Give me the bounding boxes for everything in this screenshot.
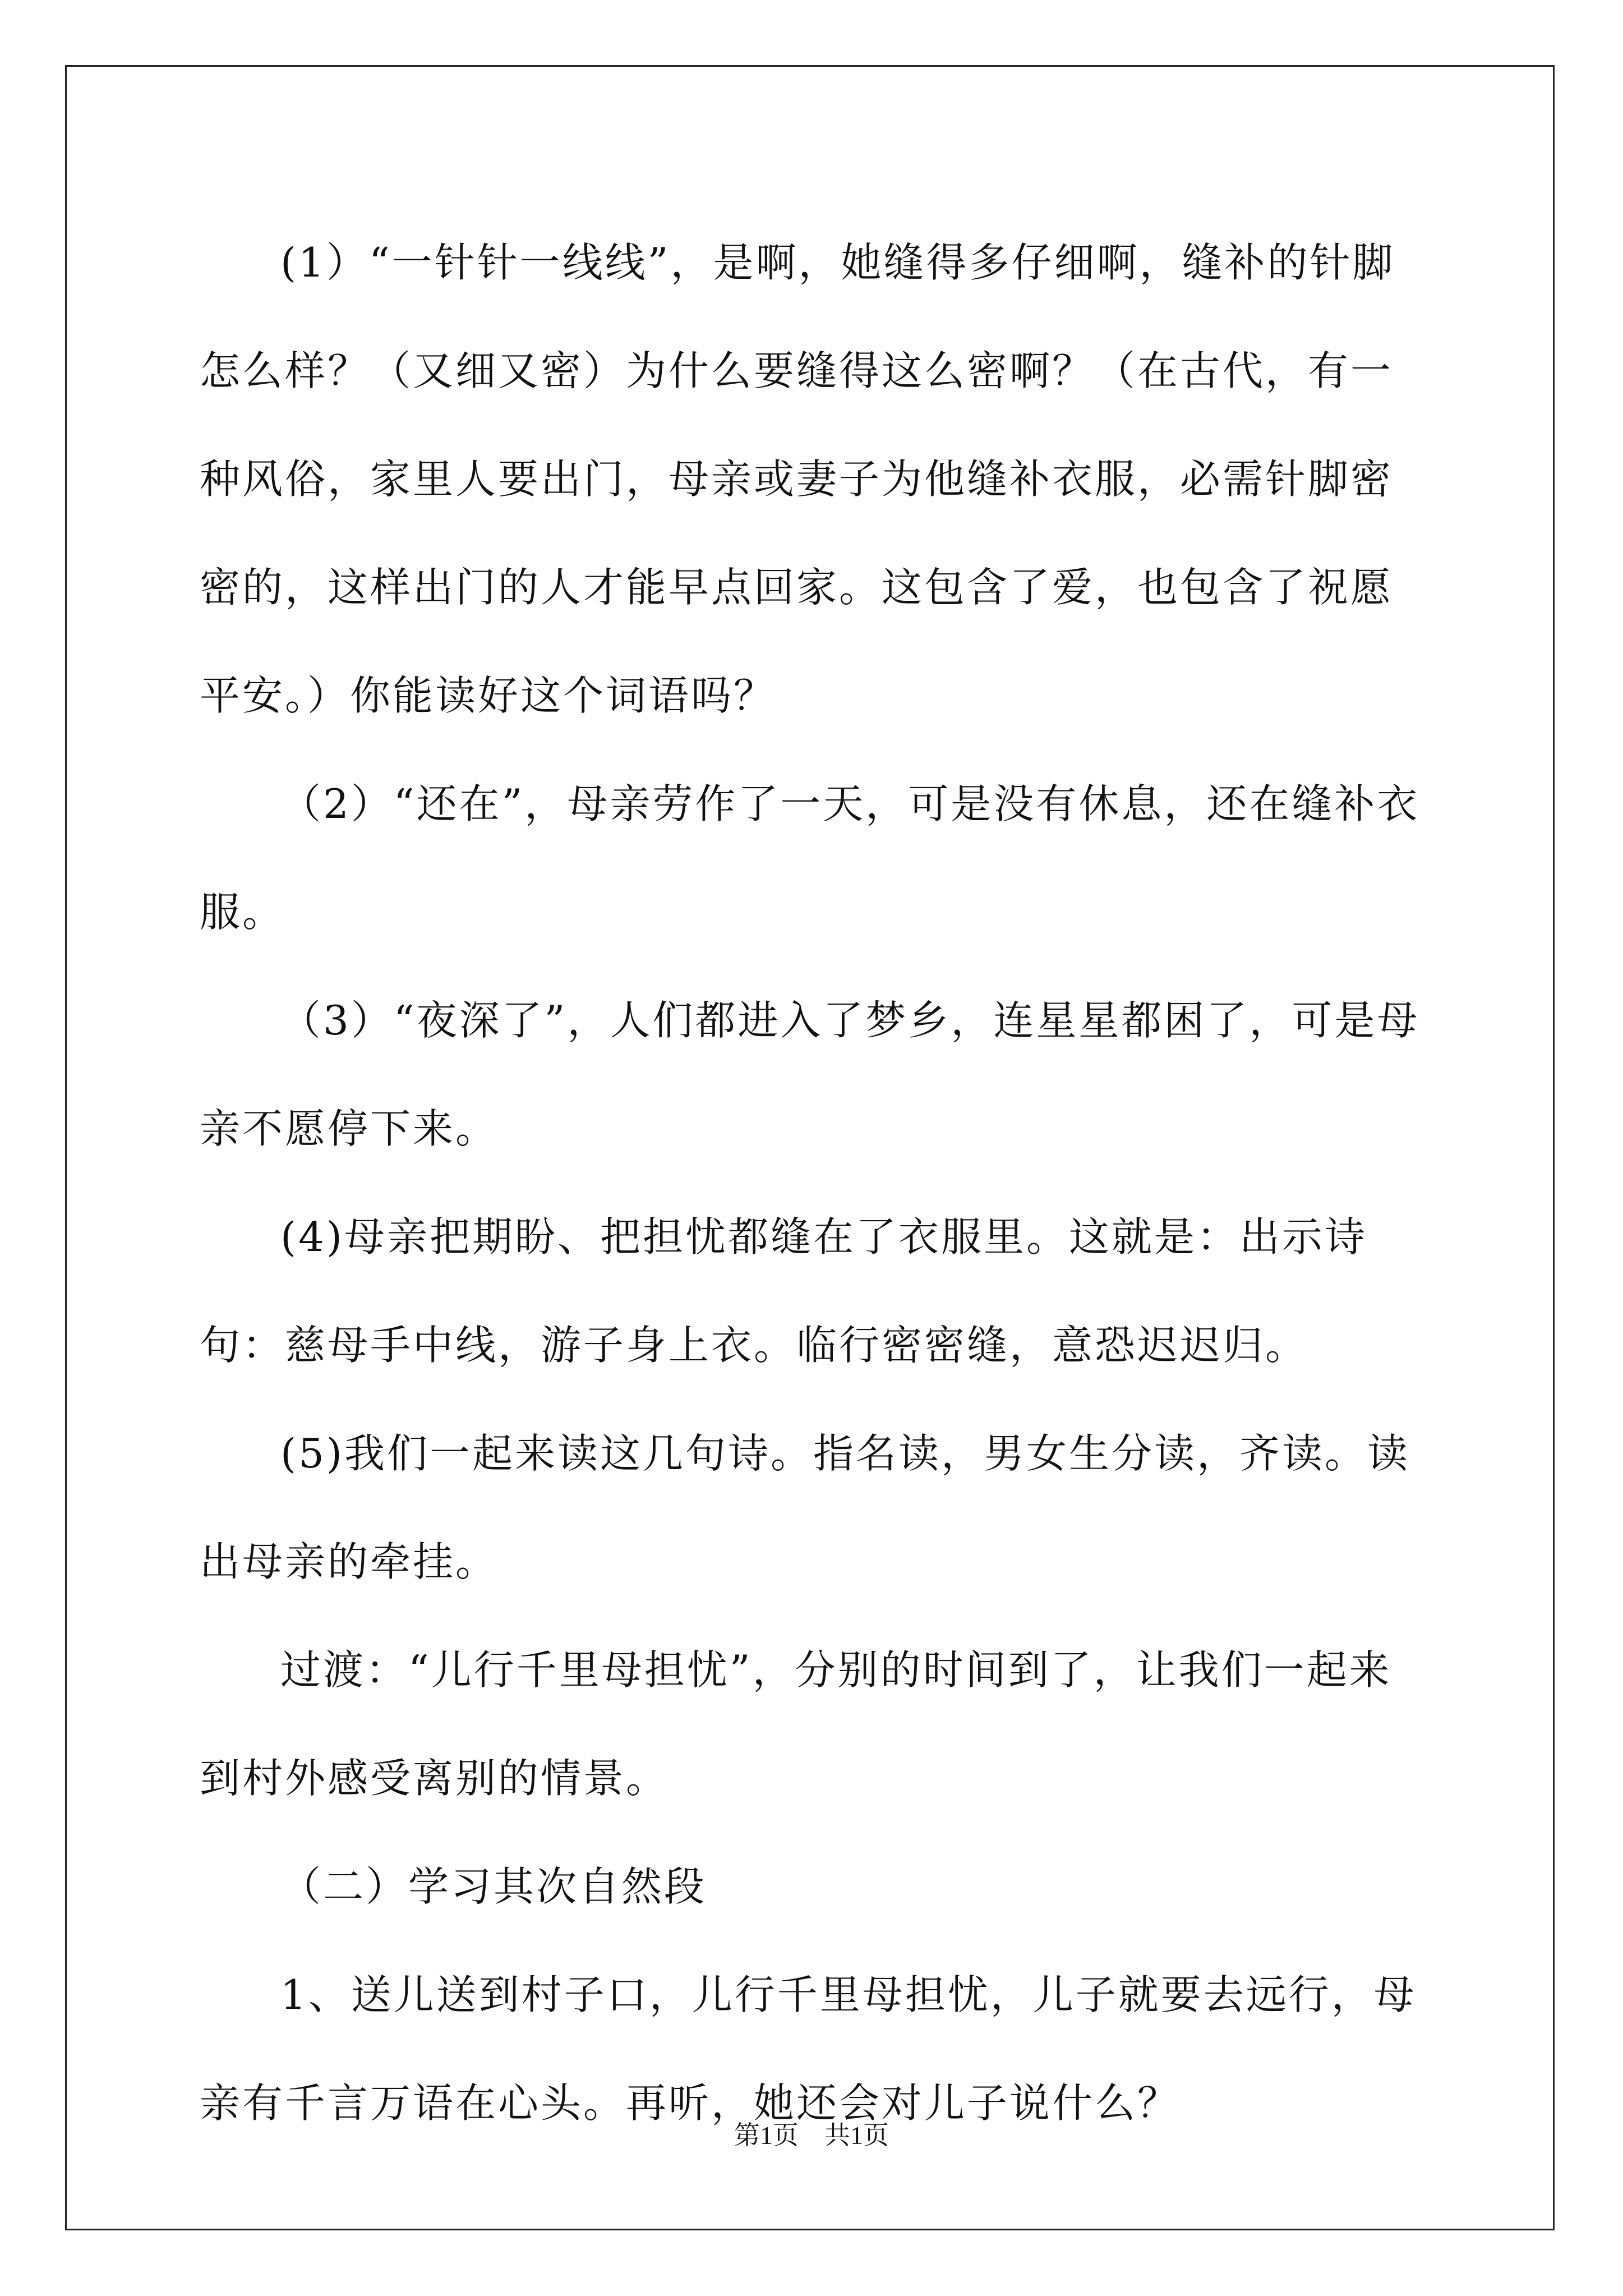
section-heading: （二）学习其次自然段 xyxy=(280,1863,707,1910)
paragraph: 过渡：“儿行千里母担忧”，分别的时间到了，让我们一起来到村外感受离别的情景。 xyxy=(200,1646,1392,1802)
page-number-footer: 第1页 共1页 xyxy=(734,2121,889,2150)
document-body xyxy=(200,209,1428,2157)
paragraph: （3）“夜深了”，人们都进入了梦乡，连星星都困了，可是母亲不愿停下来。 xyxy=(200,997,1420,1152)
paragraph: (1）“一针针一线线”，是啊，她缝得多仔细啊，缝补的针脚怎么样？（又细又密）为什么要缝得这么密啊？（在古代，有一种风俗，家里人要出门，母亲或妻子为他缝补衣服，必需针脚密密的，这样出门的人才能早点回家。这包含了爱，也包含了祝愿平安。）你能读好这个词语吗？ xyxy=(200,239,1395,719)
paragraph: 1、送儿送到村子口，儿行千里母担忧，儿子就要去远行，母亲有千言万语在心头。再听，她还会对儿子说什么？ xyxy=(200,1971,1417,2127)
paragraph: (4)母亲把期盼、把担忧都缝在了衣服里。这就是：出示诗句：慈母手中线，游子身上衣。临行密密缝，意恐迟迟归。 xyxy=(200,1213,1367,1369)
paragraph: （2）“还在”，母亲劳作了一天，可是没有休息，还在缝补衣服。 xyxy=(200,780,1420,936)
paragraph: (5)我们一起来读这几句诗。指名读，男女生分读，齐读。读出母亲的牵挂。 xyxy=(200,1430,1410,1585)
